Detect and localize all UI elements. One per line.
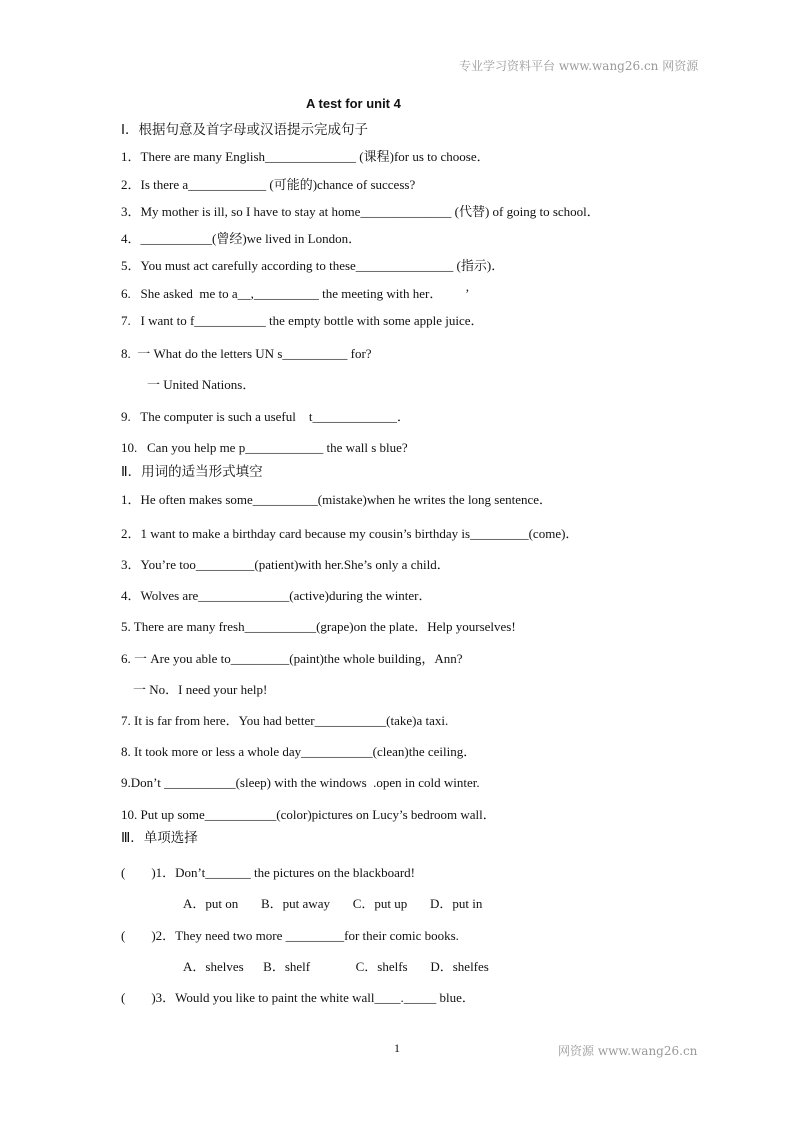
question-line: ( )1．Don’t_______ the pictures on the blackboard! xyxy=(121,865,415,880)
question-line: 8. It took more or less a whole day___________(clean)the ceiling． xyxy=(121,744,477,759)
options-line: A．shelves B．shelf C．shelfs D．shelfes xyxy=(183,959,489,974)
question-line: 2．Is there a____________ (可能的)chance of success? xyxy=(121,177,416,192)
question-line: 5．You must act carefully according to these_______________ (指示)． xyxy=(121,258,505,273)
section-heading-1: Ⅰ．根据句意及首字母或汉语提示完成句子 xyxy=(121,122,368,138)
question-line: 2．1 want to make a birthday card because my cousin’s birthday is_________(come)． xyxy=(121,526,579,541)
section-heading-3: Ⅲ．单项选择 xyxy=(121,830,198,846)
question-line: 10. Can you help me p____________ the wall s blue? xyxy=(121,440,408,455)
page-title: A test for unit 4 xyxy=(306,96,401,111)
question-line: 9. The computer is such a useful t_____________． xyxy=(121,409,410,424)
question-line: 6. She asked me to a__,__________ the meeting with her． ’ xyxy=(121,286,470,301)
question-line: 5. There are many fresh___________(grape)on the plate．Help yourselves! xyxy=(121,619,516,634)
question-line: 1．He often makes some__________(mistake)when he writes the long sentence． xyxy=(121,492,553,507)
answer-line: 一 No．I need your help! xyxy=(133,682,268,697)
header-watermark: 专业学习资料平台 www.wang26.cn 网资源 xyxy=(459,59,699,73)
question-line: 9.Don’t ___________(sleep) with the windows .open in cold winter. xyxy=(121,775,480,790)
question-line: 3．You’re too_________(patient)with her.She’s only a child． xyxy=(121,557,450,572)
question-line: 4．___________(曾经)we lived in London． xyxy=(121,231,362,246)
question-line: ( )2．They need two more _________for their comic books. xyxy=(121,928,459,943)
answer-line: 一 United Nations． xyxy=(147,377,256,392)
question-line: 7. It is far from here．You had better___________(take)a taxi. xyxy=(121,713,449,728)
question-line: 8. 一 What do the letters UN s__________ for? xyxy=(121,346,372,361)
question-line: ( )3．Would you like to paint the white wall____._____ blue． xyxy=(121,990,475,1005)
question-line: 4．Wolves are______________(active)during the winter． xyxy=(121,588,432,603)
question-line: 3．My mother is ill, so I have to stay at home______________ (代替) of going to school． xyxy=(121,204,600,219)
question-line: 1．There are many English______________ (课程)for us to choose． xyxy=(121,149,490,164)
page-number: 1 xyxy=(394,1041,400,1055)
options-line: A．put on B．put away C．put up D．put in xyxy=(183,896,483,911)
question-line: 7. I want to f___________ the empty bottle with some apple juice． xyxy=(121,313,484,328)
footer-watermark: 网资源 www.wang26.cn xyxy=(558,1044,698,1058)
question-line: 6. 一 Are you able to_________(paint)the whole building，Ann? xyxy=(121,651,463,666)
question-line: 10. Put up some___________(color)pictures on Lucy’s bedroom wall． xyxy=(121,807,496,822)
section-heading-2: Ⅱ．用词的适当形式填空 xyxy=(121,464,263,480)
